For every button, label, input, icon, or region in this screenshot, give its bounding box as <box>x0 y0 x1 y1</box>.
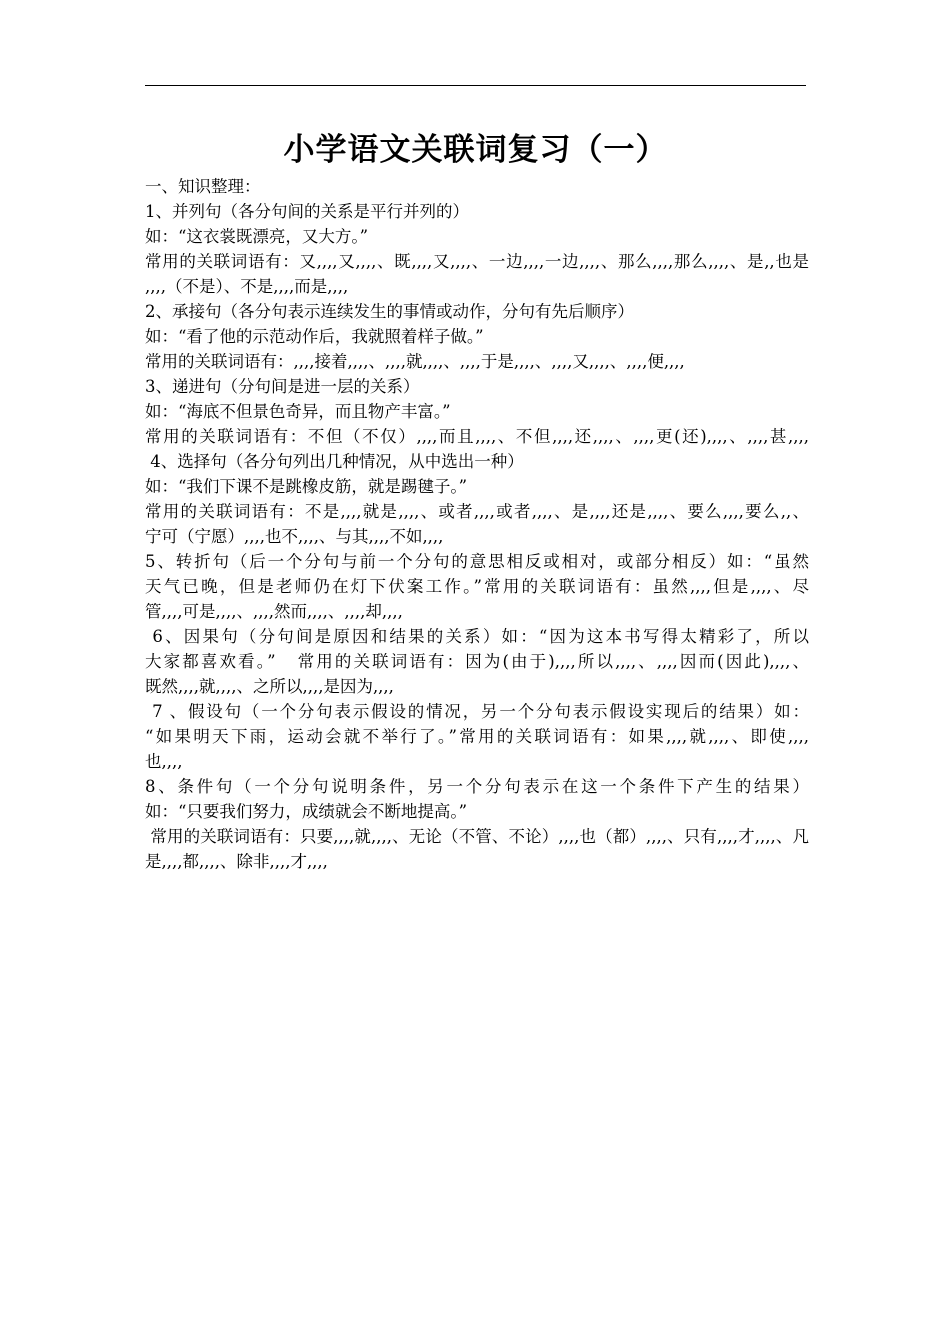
text-line: 管,,,,可是,,,,、,,,,然而,,,,、,,,,却,,,, <box>145 602 403 621</box>
text-line: 如：“海底不但景色奇异，而且物产丰富。” <box>145 402 451 421</box>
text-line: 常用的关联词语有：只要,,,,就,,,,、无论（不管、不论）,,,,也（都）,,,,、只有,,,,才,,,,、凡 <box>145 827 809 846</box>
text-line: 是,,,,都,,,,、除非,,,,才,,,, <box>145 852 328 871</box>
text-line: 常用的关联词语有：又,,,,又,,,,、既,,,,又,,,,、一边,,,,一边,,,,、那么,,,,那么,,,,、是,,也是 <box>145 252 809 271</box>
text-line: 宁可（宁愿）,,,,也不,,,,、与其,,,,不如,,,, <box>145 527 444 546</box>
text-line: 天气已晚，但是老师仍在灯下伏案工作。”常用的关联词语有：虽然,,,,但是,,,,、尽 <box>145 577 809 596</box>
text-line: ,,,,（不是）、不是,,,,而是,,,, <box>145 277 349 296</box>
text-line: 如：“我们下课不是跳橡皮筋，就是踢毽子。” <box>145 477 468 496</box>
text-line: 常用的关联词语有：不是,,,,就是,,,,、或者,,,,或者,,,,、是,,,,还是,,,,、要么,,,,要么,,、 <box>145 502 809 521</box>
text-line: 如：“这衣裳既漂亮，又大方。” <box>145 227 369 246</box>
text-line: 5、转折句（后一个分句与前一个分句的意思相反或相对，或部分相反）如：“虽然 <box>145 552 809 571</box>
text-line: 6、因果句（分句间是原因和结果的关系）如：“因为这本书写得太精彩了，所以 <box>145 627 809 646</box>
document-title: 小学语文关联词复习（一） <box>283 132 668 168</box>
text-line: 1、并列句（各分句间的关系是平行并列的） <box>145 202 469 221</box>
text-line: 2、承接句（各分句表示连续发生的事情或动作，分句有先后顺序） <box>145 302 634 321</box>
text-line: 8、条件句（一个分句说明条件，另一个分句表示在这一个条件下产生的结果） <box>145 777 809 796</box>
text-line: 常用的关联词语有：不但（不仅）,,,,而且,,,,、不但,,,,还,,,,、,,,,更(还),,,,、,,,,甚,,,, <box>145 427 809 446</box>
text-line: 4、选择句（各分句列出几种情况，从中选出一种） <box>145 452 524 471</box>
text-line: 一、知识整理： <box>145 177 261 196</box>
document-body <box>145 174 809 874</box>
text-line: 大家都喜欢看。” 常用的关联词语有：因为(由于),,,,所以,,,,、,,,,因而(因此),,,,、 <box>145 652 809 671</box>
text-line: 如：“只要我们努力，成绩就会不断地提高。” <box>145 802 468 821</box>
text-line: 7 、假设句（一个分句表示假设的情况，另一个分句表示假设实现后的结果）如： <box>145 702 809 721</box>
text-line: “如果明天下雨，运动会就不举行了。”常用的关联词语有：如果,,,,就,,,,、即使,,,, <box>145 727 809 746</box>
text-line: 常用的关联词语有：,,,,接着,,,,、,,,,就,,,,、,,,,于是,,,,、,,,,又,,,,、,,,,便,,,, <box>145 352 685 371</box>
text-line: 3、递进句（分句间是进一层的关系） <box>145 377 420 396</box>
text-line: 也,,,, <box>145 752 183 771</box>
text-line: 既然,,,,就,,,,、之所以,,,,是因为,,,, <box>145 677 394 696</box>
header-rule <box>145 85 806 86</box>
text-line: 如：“看了他的示范动作后，我就照着样子做。” <box>145 327 484 346</box>
